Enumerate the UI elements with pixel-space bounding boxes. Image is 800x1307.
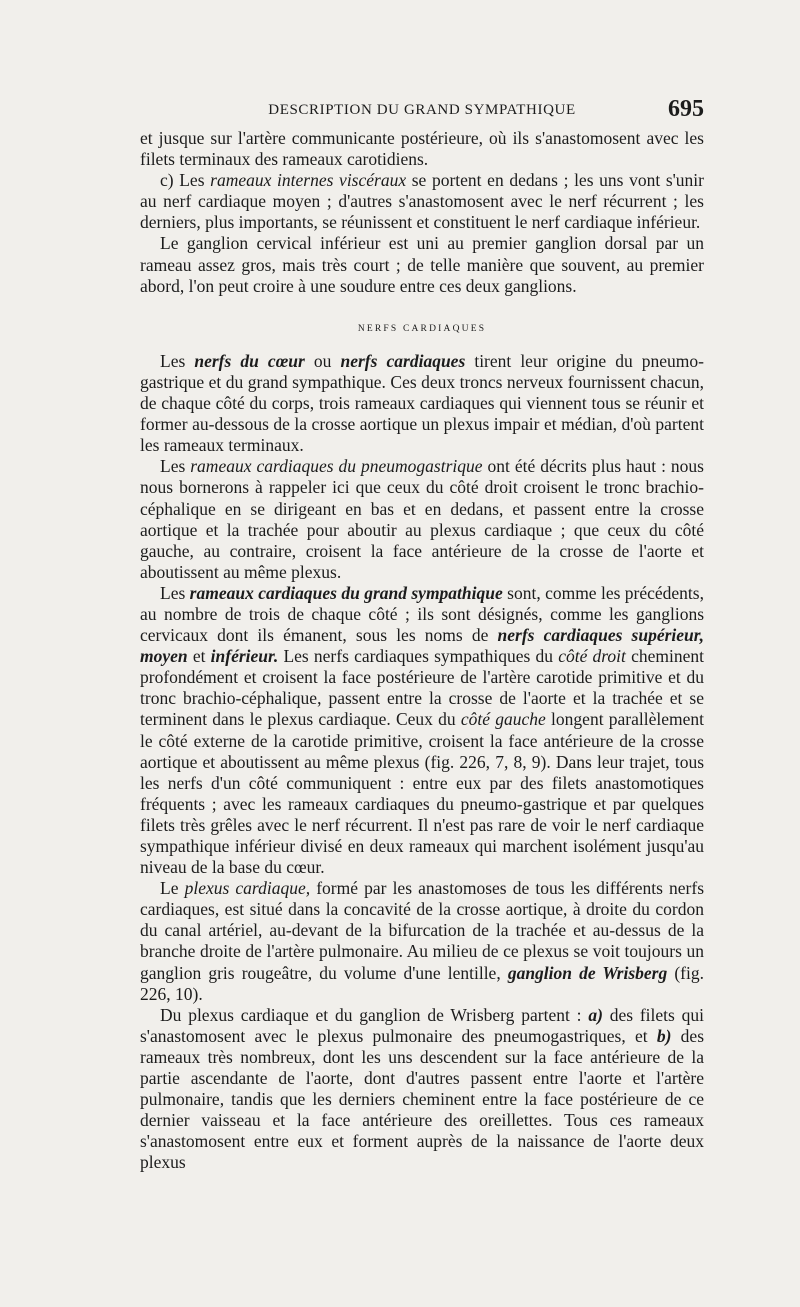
text-run: Les nerfs cardiaques sympathiques du bbox=[278, 646, 559, 667]
text-run: se portent en dedans ; les uns vont s'unir au nerf cardiaque moyen ; d'autres s'anastomosent avec le nerf récurrent ; les derniers, plus importants, se réunissent et constituent le nerf cardiaque inférieur. bbox=[140, 170, 705, 233]
paragraph-nerfs-du-coeur bbox=[140, 351, 704, 456]
paragraph-ganglion-cervical bbox=[140, 233, 704, 296]
italic-term: plexus cardiaque, bbox=[184, 878, 311, 899]
italic-marker: a) bbox=[588, 1004, 603, 1025]
italic-term: nerfs cardiaques supérieur, moyen bbox=[140, 625, 705, 667]
text-run: Les bbox=[160, 350, 195, 371]
italic-term: nerfs du cœur bbox=[194, 350, 305, 371]
text-run: Du plexus cardiaque et du ganglion de Wrisberg partent : bbox=[160, 1004, 589, 1025]
page-header bbox=[140, 96, 704, 124]
paragraph-text: Le ganglion cervical inférieur est uni au premier ganglion dorsal par un rameau assez gros, mais très court ; de telle manière que souvent, au premier abord, l'on peut croire à une soudure entre ces deux ganglions. bbox=[140, 233, 704, 296]
paragraph-text: et jusque sur l'artère communicante postérieure, où ils s'anastomosent avec les filets terminaux des rameaux carotidiens. bbox=[140, 128, 704, 170]
page-body bbox=[140, 128, 704, 1174]
text-run: tirent leur origine du pneumo-gastrique et du grand sympathique. Ces deux troncs nerveux fournissent chacun, de chaque côté du corps, trois rameaux cardiaques qui viennent tous se réunir et former au-dessous de la crosse aortique un plexus impair et médian, d'où partent les rameaux terminaux. bbox=[140, 350, 704, 456]
text-run: ou bbox=[304, 350, 341, 371]
text-run: Les bbox=[160, 582, 190, 603]
text-run: longent parallèlement le côté externe de la carotide primitive, croisent la face antérieure de la crosse aortique et aboutissent au même plexus (fig. 226, 7, 8, 9). Dans leur trajet, tous les nerfs d'un côté communiquent : entre eux par des filets anastomotiques fréquents ; avec les rameaux cardiaques du pneumo-gastrique et par quelques filets très grêles avec le nerf récurrent. Il n'est pas rare de voir le nerf cardiaque sympathique inférieur divisé en deux rameaux qui marchent isolément jusqu'au niveau de la base du cœur. bbox=[140, 709, 705, 878]
text-run: c) Les bbox=[160, 170, 211, 191]
italic-term: rameaux internes viscéraux bbox=[210, 170, 407, 191]
italic-term: côté droit bbox=[558, 646, 626, 667]
text-run: cheminent profondément et croisent la face postérieure de l'artère carotide primitive et du tronc brachio-céphalique, passent entre la crosse de l'aorte et la trachée et se terminent dans le plexus cardiaque. Ceux du bbox=[140, 646, 704, 730]
italic-term: rameaux cardiaques du pneumogastrique bbox=[190, 456, 483, 477]
text-run: des rameaux très nombreux, dont les uns descendent sur la face antérieure de la partie ascendante de l'aorte, dont d'autres passent entre l'aorte et l'artère pulmonaire, tandis que les derniers cheminent entre la face postérieure de ce dernier vaisseau et la face antérieure des oreillettes. Tous ces rameaux s'anastomosent entre eux et forment auprès de la naissance de l'aorte deux plexus bbox=[140, 1025, 705, 1173]
section-title: NERFS CARDIAQUES bbox=[357, 323, 487, 334]
text-run: (fig. 226, 10). bbox=[140, 962, 704, 1004]
italic-term: ganglion de Wrisberg bbox=[507, 962, 668, 983]
paragraph-plexus-cardiaque bbox=[140, 878, 704, 1005]
italic-term: rameaux cardiaques du grand sympathique bbox=[189, 582, 503, 603]
italic-term: inférieur. bbox=[210, 646, 279, 667]
paragraph-branches-plexus bbox=[140, 1005, 704, 1174]
text-run: formé par les anastomoses de tous les différents nerfs cardiaques, est situé dans la concavité de la crosse aortique, à droite du cordon du canal artériel, au-devant de la bifurcation de la trachée et au-dessus de la branche droite de l'artère pulmonaire. Au milieu de ce plexus se voit toujours un ganglion gris rougeâtre, du volume d'une lentille, bbox=[140, 878, 705, 983]
paragraph-grand-sympathique bbox=[140, 583, 704, 878]
text-run: des filets qui s'anastomosent avec le plexus pulmonaire des pneumogastriques, et bbox=[140, 1004, 705, 1046]
page-number: 695 bbox=[668, 96, 704, 122]
italic-term: côté gauche bbox=[460, 709, 546, 730]
paragraph-pneumogastrique bbox=[140, 456, 704, 583]
italic-marker: b) bbox=[656, 1025, 672, 1046]
running-head: DESCRIPTION DU GRAND SYMPATHIQUE bbox=[268, 102, 576, 118]
paragraph-continuation bbox=[140, 128, 704, 170]
text-run: ont été décrits plus haut : nous nous bornerons à rappeler ici que ceux du côté droit croisent le tronc brachio-céphalique en se dirigeant en bas et en dedans, et passent entre la crosse aortique et la trachée pour aboutir au plexus cardiaque ; que ceux du côté gauche, au contraire, croisent la face antérieure de la crosse de l'aorte et aboutissent au même plexus. bbox=[140, 456, 704, 582]
text-run: sont, comme les précédents, au nombre de trois de chaque côté ; ils sont désignés, comme les ganglions cervicaux dont ils émanent, sous les noms de bbox=[140, 582, 704, 646]
text-run: Le bbox=[160, 878, 185, 899]
paragraph-rameaux-internes bbox=[140, 170, 704, 233]
text-run: Les bbox=[160, 456, 191, 477]
italic-term: nerfs cardiaques bbox=[340, 350, 466, 371]
text-run: et bbox=[187, 646, 211, 667]
